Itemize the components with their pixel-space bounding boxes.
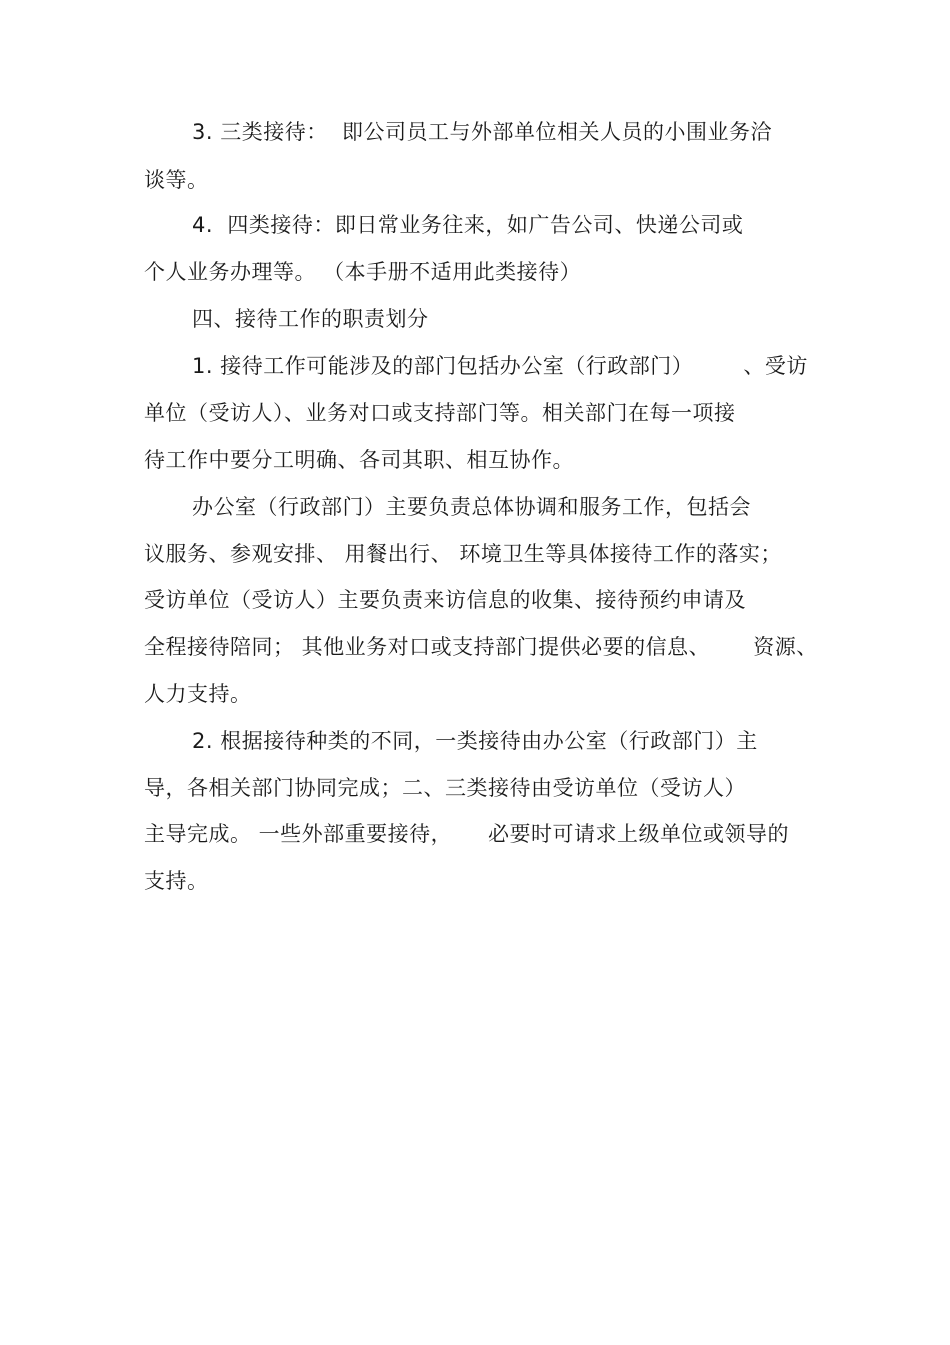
text-line-6: 1. 接待工作可能涉及的部门包括办公室（行政部门） 、受访	[192, 354, 808, 378]
text-line-11: 受访单位（受访人）主要负责来访信息的收集、接待预约申请及	[144, 588, 746, 612]
text-line-7: 单位（受访人）、业务对口或支持部门等。相关部门在每一项接	[144, 401, 736, 425]
text-line-16: 主导完成。 一些外部重要接待， 必要时可请求上级单位或领导的	[144, 822, 790, 846]
text-line-14: 2. 根据接待种类的不同，一类接待由办公室（行政部门）主	[192, 729, 758, 753]
text-line-9: 办公室（行政部门）主要负责总体协调和服务工作，包括会	[192, 495, 751, 519]
text-line-12: 全程接待陪同； 其他业务对口或支持部门提供必要的信息、 资源、	[144, 635, 818, 659]
text-line-1: 3. 三类接待： 即公司员工与外部单位相关人员的小围业务洽	[192, 120, 773, 144]
text-line-3: 4. 四类接待：即日常业务往来，如广告公司、快递公司或	[192, 213, 744, 237]
text-line-15: 导，各相关部门协同完成；二、三类接待由受访单位（受访人）	[144, 776, 746, 800]
section-heading: 四、接待工作的职责划分	[192, 307, 429, 331]
text-line-17: 支持。	[144, 869, 209, 893]
text-line-2: 谈等。	[144, 168, 209, 192]
text-line-10: 议服务、参观安排、 用餐出行、 环境卫生等具体接待工作的落实；	[144, 542, 782, 566]
text-line-13: 人力支持。	[144, 682, 252, 706]
text-line-4: 个人业务办理等。 （本手册不适用此类接待）	[144, 260, 582, 284]
text-line-8: 待工作中要分工明确、各司其职、相互协作。	[144, 448, 574, 472]
